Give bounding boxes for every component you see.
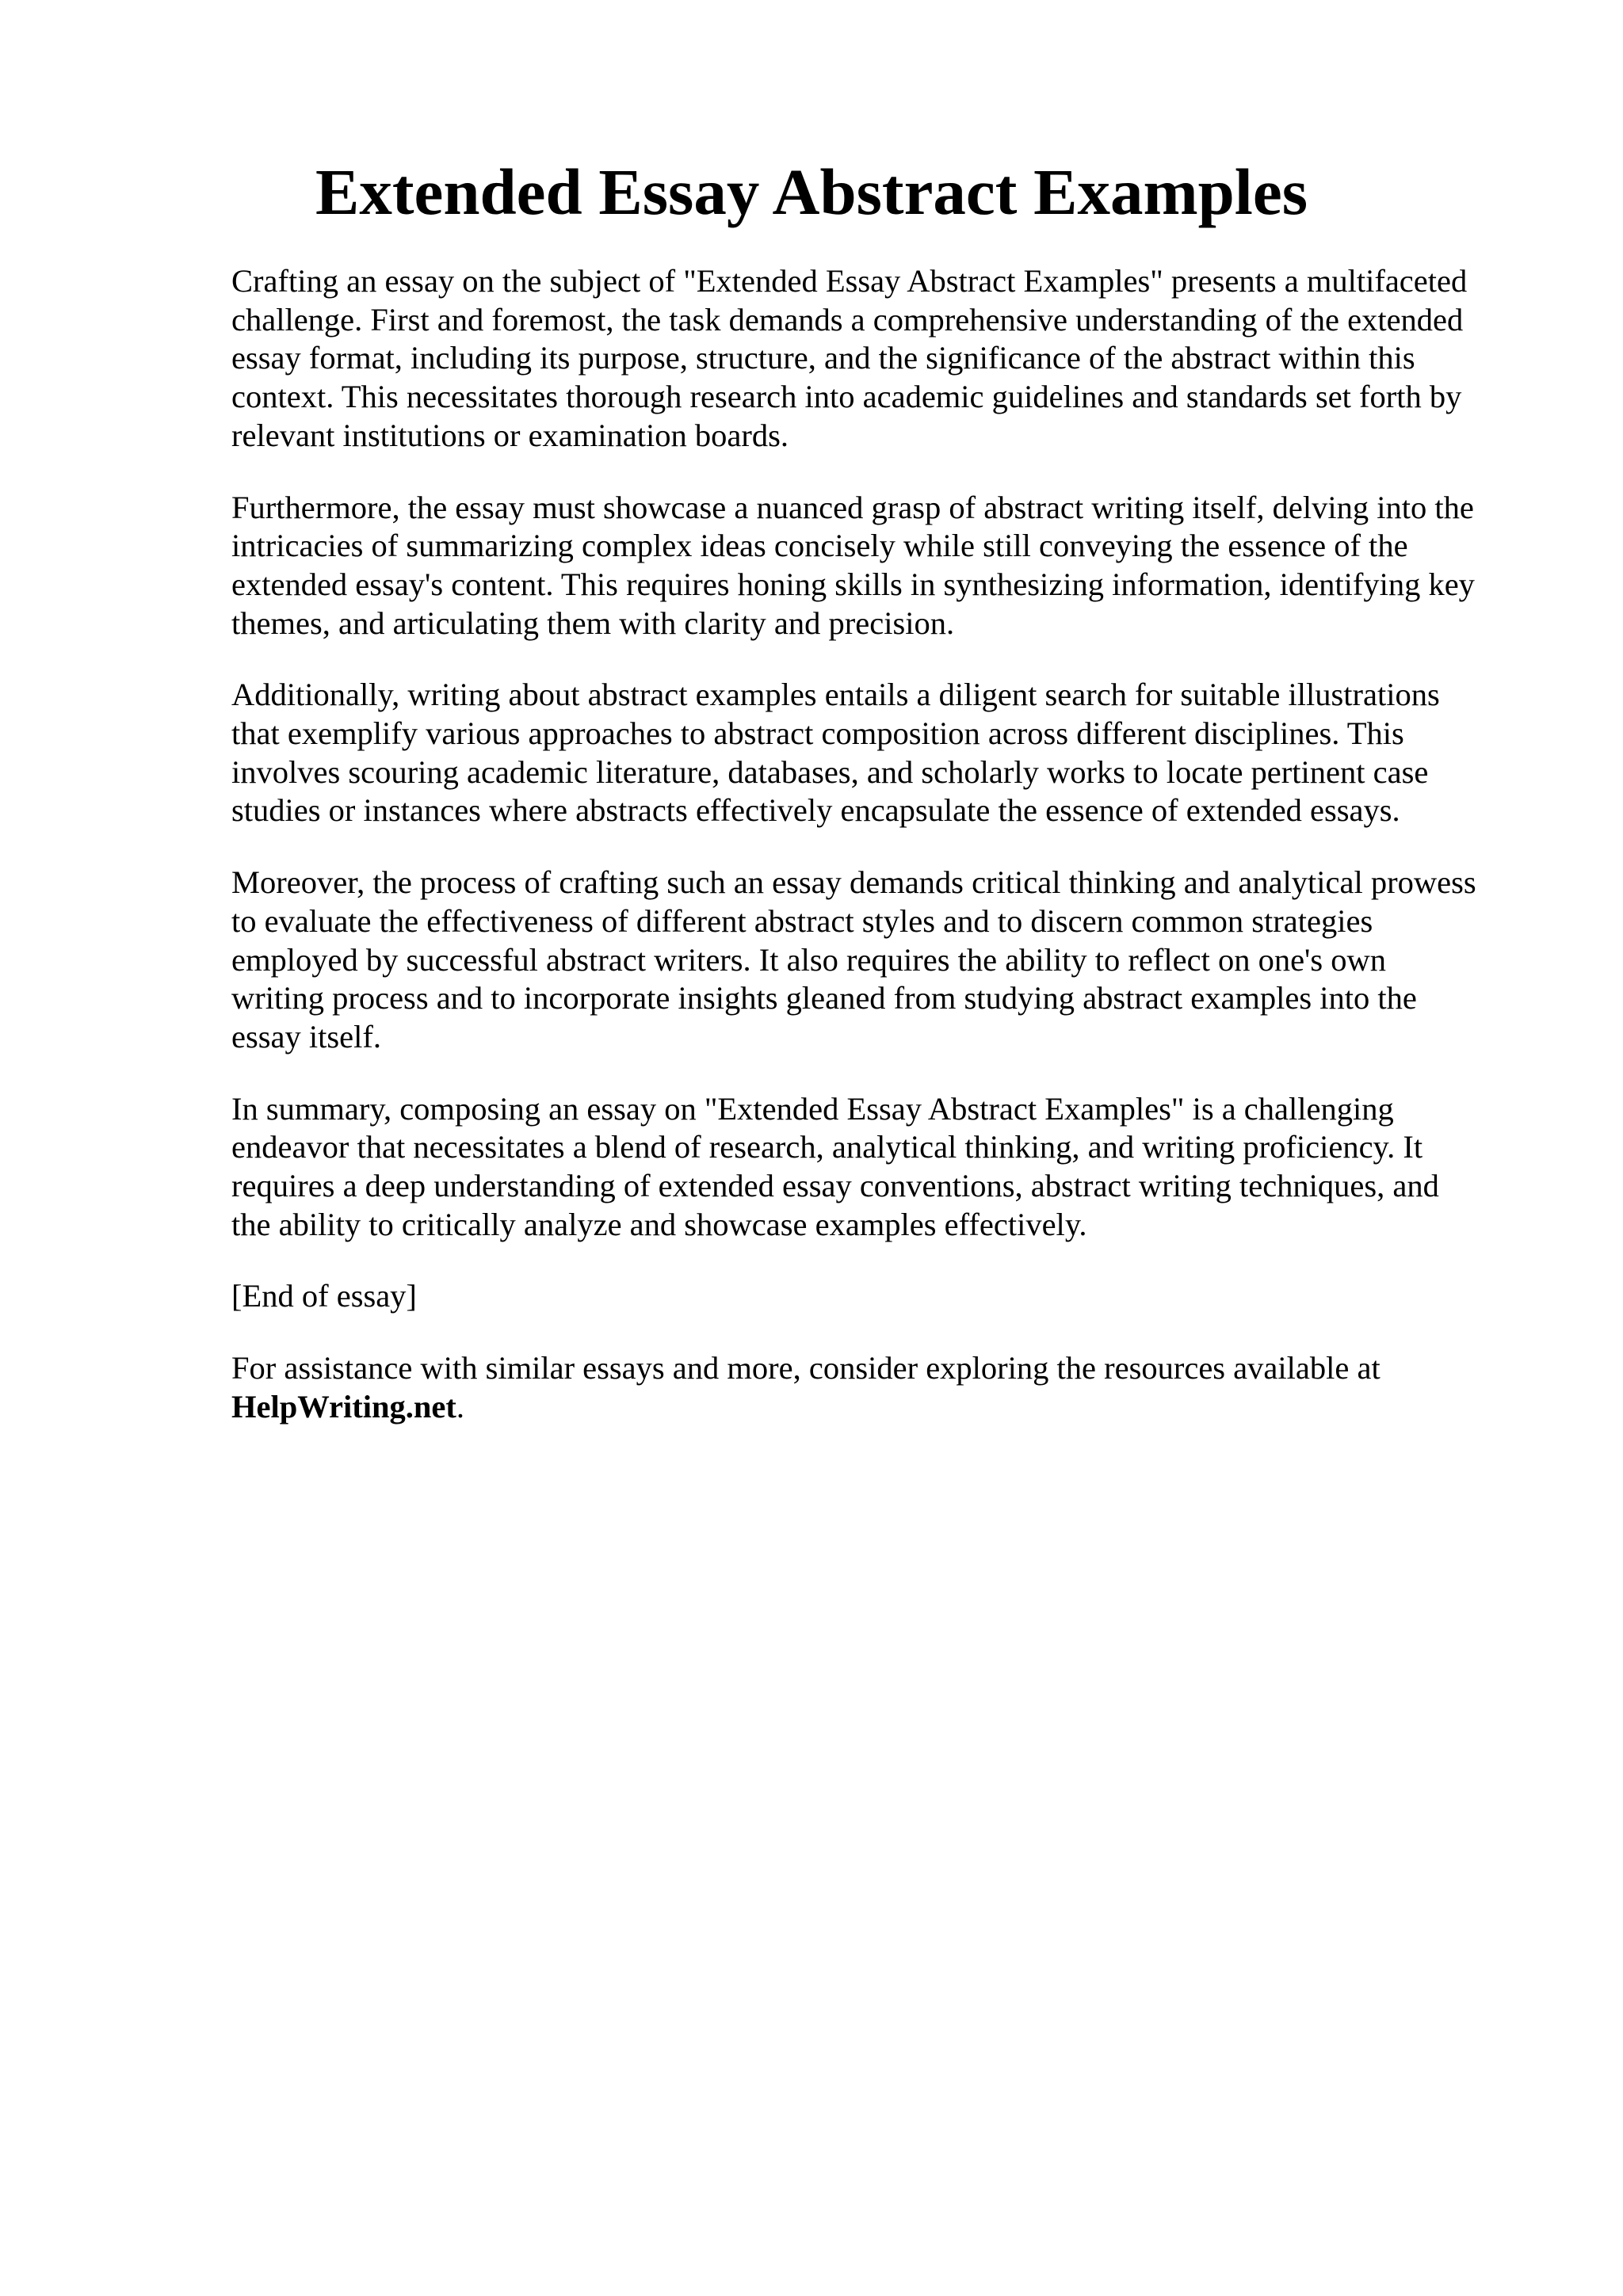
closing-brand-line <box>231 1388 1515 1427</box>
paragraph-3 <box>231 676 1515 830</box>
paragraph-2 <box>231 489 1515 643</box>
closing-text: For assistance with similar essays and more, consider exploring the resources available at <box>231 1350 1381 1386</box>
closing-paragraph <box>231 1349 1515 1426</box>
text-line: Crafting an essay on the subject of "Extended Essay Abstract Examples" presents a multifaceted <box>231 263 1468 299</box>
text-line: involves scouring academic literature, databases, and scholarly works to locate pertinent case <box>231 753 1429 790</box>
text-line: writing process and to incorporate insights gleaned from studying abstract examples into the <box>231 980 1417 1016</box>
text-line: [End of essay] <box>231 1278 417 1314</box>
paragraph-5 <box>231 1090 1515 1245</box>
text-line: employed by successful abstract writers. It also requires the ability to reflect on one's own <box>231 941 1386 978</box>
text-line: intricacies of summarizing complex ideas concisely while still conveying the essence of the <box>231 528 1408 564</box>
text-line: to evaluate the effectiveness of different abstract styles and to discern common strategies <box>231 902 1373 939</box>
text-line: endeavor that necessitates a blend of research, analytical thinking, and writing proficiency. It <box>231 1129 1423 1165</box>
text-line: challenge. First and foremost, the task demands a comprehensive understanding of the extended <box>231 301 1464 338</box>
text-line: essay itself. <box>231 1018 381 1055</box>
document-title: Extended Essay Abstract Examples <box>315 155 1308 228</box>
text-line: relevant institutions or examination boards. <box>231 417 789 453</box>
text-line: Additionally, writing about abstract examples entails a diligent search for suitable illustrations <box>231 677 1440 713</box>
text-line: studies or instances where abstracts effectively encapsulate the essence of extended essays. <box>231 792 1400 829</box>
text-line: Furthermore, the essay must showcase a nuanced grasp of abstract writing itself, delving into the <box>231 489 1474 525</box>
paragraph-4 <box>231 864 1515 1057</box>
paragraph-1 <box>231 262 1515 456</box>
text-line: requires a deep understanding of extended essay conventions, abstract writing techniques, and <box>231 1168 1439 1204</box>
text-line: context. This necessitates thorough research into academic guidelines and standards set forth by <box>231 379 1462 415</box>
helpwriting-brand-name: HelpWriting.net <box>231 1388 456 1425</box>
text-line: essay format, including its purpose, structure, and the significance of the abstract within this <box>231 340 1415 376</box>
text-line: Moreover, the process of crafting such an essay demands critical thinking and analytical prowess <box>231 864 1476 901</box>
text-line: extended essay's content. This requires honing skills in synthesizing information, identifying key <box>231 566 1475 602</box>
document-body <box>231 262 1515 1460</box>
end-of-essay-note <box>231 1277 1515 1316</box>
text-line: In summary, composing an essay on "Extended Essay Abstract Examples" is a challenging <box>231 1090 1394 1127</box>
text-line: themes, and articulating them with clarity and precision. <box>231 605 955 641</box>
text-line: that exemplify various approaches to abstract composition across different disciplines. This <box>231 715 1404 752</box>
text-line: the ability to critically analyze and showcase examples effectively. <box>231 1206 1087 1242</box>
closing-suffix: . <box>456 1388 465 1425</box>
